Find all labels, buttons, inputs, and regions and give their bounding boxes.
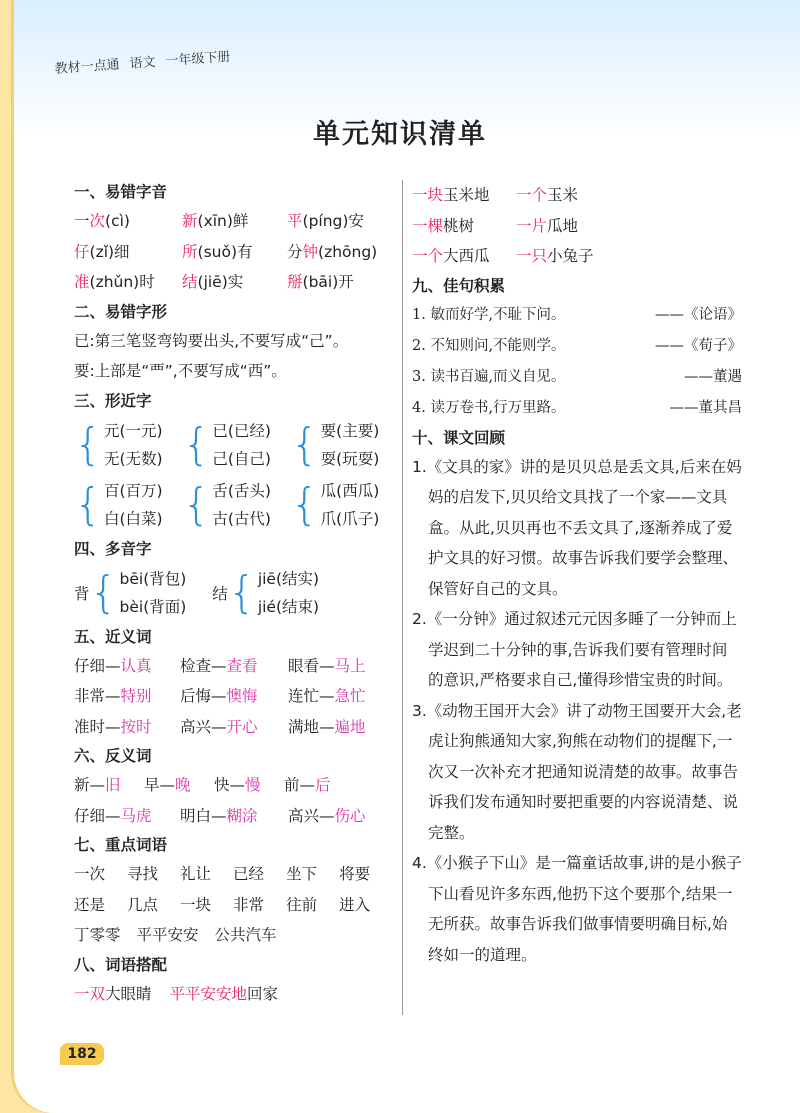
noun: 玉米地	[443, 186, 490, 204]
similar-char: 百(百万)	[104, 481, 163, 500]
pron-char: 仔	[74, 242, 90, 261]
section-heading: 八、词语搭配	[74, 955, 168, 974]
readings	[258, 565, 319, 621]
key-word: 礼让	[180, 865, 212, 883]
pair-word: 懊悔	[226, 687, 258, 705]
pair-word: 按时	[120, 717, 152, 736]
pair	[104, 417, 163, 473]
key-word: 往前	[286, 895, 318, 914]
key-words	[74, 859, 399, 951]
pair-word: 查看	[226, 656, 258, 675]
similar-group	[291, 417, 389, 473]
word: 新—	[74, 776, 106, 794]
quote-text: 2. 不知则问,不能则学。	[412, 337, 566, 354]
pair-word: 后	[315, 776, 331, 794]
brace-icon: {	[74, 478, 102, 530]
pair	[212, 417, 271, 473]
similar-char: 爪(爪子)	[320, 509, 380, 528]
collocations-continued	[412, 180, 742, 272]
similar-group	[182, 477, 280, 533]
pron-pinyin: (zhǔn)时	[89, 273, 155, 291]
key-word: 已经	[233, 865, 265, 883]
section-heading: 十、课文回顾	[412, 428, 506, 447]
quote-text: 3. 读书百遍,而义自见。	[412, 368, 566, 385]
column-divider	[402, 180, 403, 1015]
pair	[212, 477, 271, 533]
pair-word: 慢	[245, 776, 261, 794]
noun: 回家	[247, 984, 279, 1003]
s6-row	[74, 770, 399, 801]
similar-group	[291, 477, 389, 533]
key-word: 平平安安	[136, 926, 199, 944]
pron-row	[74, 267, 399, 298]
section-heading: 二、易错字形	[74, 302, 168, 321]
s6-item	[284, 770, 354, 801]
measure: 平平安安地	[169, 984, 248, 1003]
polyphone	[74, 565, 186, 621]
s5-item	[180, 681, 288, 712]
pron-pinyin: (xīn)鲜	[197, 212, 249, 230]
s5-item	[180, 712, 288, 743]
key-word: 进入	[339, 895, 371, 914]
colloc	[412, 241, 516, 272]
colloc	[74, 979, 152, 1010]
similar-char: 舌(舌头)	[212, 481, 271, 500]
section-heading: 五、近义词	[74, 627, 152, 646]
pair	[104, 477, 163, 533]
pron-char: 掰	[287, 273, 303, 291]
pron-char: 新	[182, 212, 198, 230]
key-word: 一次	[74, 865, 106, 883]
pron-item	[182, 206, 287, 237]
similar-char: 要(主要)	[320, 421, 380, 440]
page-title: 单元知识清单	[313, 119, 487, 150]
pair-word: 急忙	[334, 687, 366, 705]
pair	[321, 417, 380, 473]
pair-word: 旧	[105, 776, 121, 794]
page-number: 182	[60, 1043, 104, 1065]
similar-char: 已(已经)	[212, 421, 271, 440]
pronunciation-list	[74, 206, 399, 298]
word: 眼看—	[288, 656, 335, 675]
s5-item	[74, 712, 180, 743]
s5-row	[74, 651, 399, 682]
word: 满地—	[288, 717, 335, 736]
pair	[321, 477, 380, 533]
pron-row	[74, 206, 399, 237]
pron-item	[74, 206, 182, 237]
grade: 一年级下册	[165, 49, 231, 70]
pron-prefix: 一	[74, 212, 90, 230]
similar-group	[182, 417, 280, 473]
similar-char: 白(白菜)	[104, 509, 163, 528]
collocations	[74, 979, 399, 1010]
book-name: 教材一点通	[54, 57, 121, 77]
key-word: 公共汽车	[214, 926, 277, 944]
pron-char: 钟	[302, 242, 319, 261]
brace-icon: {	[182, 478, 211, 530]
brace-icon: {	[89, 566, 118, 618]
pair-word: 开心	[226, 717, 258, 736]
s5-item	[180, 651, 288, 682]
key-word: 坐下	[286, 865, 318, 883]
pair-word: 晚	[175, 776, 191, 794]
noun: 桃树	[443, 216, 475, 235]
colloc-row	[412, 180, 742, 211]
pron-item	[74, 267, 182, 298]
pair-word: 认真	[120, 656, 152, 675]
similar-char: 无(无数)	[104, 449, 163, 468]
readings	[120, 565, 187, 621]
key-word: 丁零零	[74, 926, 121, 944]
poly-char: 背	[74, 584, 90, 603]
key-word: 非常	[233, 895, 265, 914]
pron-item	[287, 267, 392, 298]
s6-item	[74, 801, 180, 832]
quote-source: ——《荀子》	[655, 337, 742, 354]
key-word: 几点	[127, 895, 159, 914]
brace-icon: {	[182, 418, 211, 470]
reading: bēi(背包)	[119, 569, 187, 588]
brace-icon: {	[227, 566, 256, 618]
quote-row	[412, 362, 742, 393]
brace-icon: {	[290, 478, 319, 530]
pair-word: 特别	[120, 687, 152, 705]
s5-item	[288, 712, 398, 743]
section-heading: 三、形近字	[74, 391, 152, 410]
review-paragraph: 4.《小猴子下山》是一篇童话故事,讲的是小猴子下山看见许多东西,他扔下这个要那个,结果一无所获。故事告诉我们做事情要明确目标,始终如一的道理。	[412, 854, 742, 964]
similar-chars	[74, 415, 399, 535]
s5-item	[288, 651, 398, 682]
s5-row	[74, 712, 399, 743]
word: 准时—	[74, 717, 121, 736]
key-word: 将要	[339, 865, 371, 883]
key-word: 一块	[180, 895, 212, 914]
quote-row	[412, 393, 742, 424]
poly-char: 结	[212, 584, 228, 603]
key-word: 寻找	[127, 865, 159, 883]
polyphones	[74, 563, 399, 623]
pron-pinyin: (zǐ)细	[89, 242, 130, 261]
pron-item	[287, 206, 392, 237]
s5-item	[288, 681, 398, 712]
polyphone	[212, 565, 319, 621]
pron-pinyin: (jiē)实	[197, 273, 244, 291]
word: 前—	[284, 776, 316, 794]
section-heading: 一、易错字音	[74, 183, 168, 201]
word-row	[74, 859, 399, 890]
synonyms	[74, 651, 399, 743]
colloc-row	[412, 241, 742, 272]
colloc	[412, 211, 516, 242]
noun: 大西瓜	[443, 247, 490, 265]
pron-item	[182, 267, 287, 298]
quote-source: ——董遇	[684, 368, 742, 385]
similar-char: 元(一元)	[104, 421, 163, 440]
subject: 语文	[129, 54, 157, 72]
pron-pinyin: (zhōng)	[318, 242, 378, 261]
lesson-review	[412, 452, 742, 971]
reading: jiē(结实)	[257, 569, 320, 588]
pair-word: 遍地	[334, 717, 366, 736]
s6-item	[288, 801, 398, 832]
pair-word: 马虎	[120, 806, 152, 825]
glyph-note: 要:上部是“覀”,不要写成“西”。	[74, 362, 287, 380]
similar-group	[74, 477, 172, 533]
quotes	[412, 300, 742, 424]
colloc	[516, 211, 636, 242]
pron-pinyin: (suǒ)有	[197, 242, 253, 261]
measure: 一片	[516, 216, 548, 235]
word-row	[74, 890, 399, 921]
word: 明白—	[180, 806, 227, 825]
noun: 大眼睛	[105, 984, 152, 1003]
colloc	[412, 180, 516, 211]
quote-row	[412, 300, 742, 331]
word: 高兴—	[288, 806, 335, 825]
word: 快—	[214, 776, 246, 794]
word: 连忙—	[288, 687, 335, 705]
similar-row	[74, 415, 399, 475]
pron-char: 次	[89, 212, 106, 230]
colloc	[516, 241, 636, 272]
measure: 一个	[516, 186, 548, 204]
pron-pinyin: (bāi)开	[302, 273, 354, 291]
word: 非常—	[74, 687, 121, 705]
colloc	[516, 180, 636, 211]
measure: 一块	[412, 186, 444, 204]
quote-text: 4. 读万卷书,行万里路。	[412, 399, 566, 416]
section-heading: 四、多音字	[74, 539, 152, 558]
reading: jié(结束)	[257, 597, 320, 616]
noun: 玉米	[547, 186, 579, 204]
colloc-row	[74, 979, 399, 1010]
noun: 瓜地	[547, 216, 579, 235]
pair-word: 伤心	[334, 806, 366, 825]
section-heading: 六、反义词	[74, 747, 152, 765]
similar-char: 耍(玩耍)	[320, 449, 380, 468]
s6-item	[180, 801, 288, 832]
s6-item	[74, 770, 144, 801]
pron-char: 结	[182, 273, 198, 291]
word: 早—	[144, 776, 176, 794]
noun: 小兔子	[547, 247, 594, 265]
right-column	[412, 180, 742, 970]
quote-source: ——董其昌	[669, 399, 742, 416]
similar-char: 瓜(西瓜)	[320, 481, 380, 500]
s5-item	[74, 681, 180, 712]
left-column	[74, 178, 399, 1009]
antonyms	[74, 770, 399, 831]
pron-prefix: 分	[287, 242, 303, 261]
key-word: 还是	[74, 895, 106, 914]
word: 检查—	[180, 656, 227, 675]
review-paragraph: 1.《文具的家》讲的是贝贝总是丢文具,后来在妈妈的启发下,贝贝给文具找了一个家——文具盒。从此,贝贝再也不丢文具了,逐渐养成了爱护文具的好习惯。故事告诉我们要学会整理、保管好自己的文具。	[412, 457, 742, 598]
word: 仔细—	[74, 806, 121, 825]
s5-item	[74, 651, 180, 682]
pron-char: 平	[287, 212, 303, 230]
s6-row	[74, 801, 399, 832]
word: 仔细—	[74, 656, 121, 675]
pair-word: 马上	[334, 656, 366, 675]
reading: bèi(背面)	[119, 597, 187, 616]
quote-text: 1. 敏而好学,不耻下问。	[412, 306, 566, 323]
review-paragraph: 3.《动物王国开大会》讲了动物王国要开大会,老虎让狗熊通知大家,狗熊在动物们的提醒下,一次又一次补充才把通知说清楚的故事。故事告诉我们发布通知时要把重要的内容说清楚、说完整。	[412, 701, 742, 842]
s5-row	[74, 681, 399, 712]
word: 高兴—	[180, 717, 227, 736]
similar-group	[74, 417, 172, 473]
measure: 一个	[412, 247, 444, 265]
pron-char: 准	[74, 273, 90, 291]
colloc	[170, 979, 279, 1010]
review-paragraph: 2.《一分钟》通过叙述元元因多睡了一分钟而上学迟到二十分钟的事,告诉我们要有管理时间的意识,严格要求自己,懂得珍惜宝贵的时间。	[412, 610, 737, 689]
pron-item	[182, 237, 287, 268]
word: 后悔—	[180, 687, 227, 705]
s6-item	[214, 770, 284, 801]
glyph-note: 已:第三笔竖弯钩要出头,不要写成“己”。	[74, 331, 349, 350]
measure: 一棵	[412, 216, 444, 235]
brace-icon: {	[290, 418, 319, 470]
similar-char: 古(古代)	[212, 509, 271, 528]
pron-item	[74, 237, 182, 268]
pron-pinyin: (píng)安	[302, 212, 364, 230]
measure: 一双	[74, 984, 106, 1003]
pron-row	[74, 237, 399, 268]
colloc-row	[412, 211, 742, 242]
brace-icon: {	[74, 418, 102, 470]
pron-char: 所	[182, 242, 198, 261]
pair-word: 糊涂	[226, 806, 258, 825]
section-heading: 七、重点词语	[74, 836, 168, 854]
word-row	[74, 920, 399, 951]
similar-row	[74, 475, 399, 535]
quote-row	[412, 331, 742, 362]
pron-pinyin: (cì)	[105, 212, 130, 230]
similar-char: 己(自己)	[212, 449, 271, 468]
pron-item	[287, 237, 392, 268]
section-heading: 九、佳句积累	[412, 276, 506, 295]
quote-source: ——《论语》	[655, 306, 742, 323]
measure: 一只	[516, 247, 548, 265]
s6-item	[144, 770, 214, 801]
